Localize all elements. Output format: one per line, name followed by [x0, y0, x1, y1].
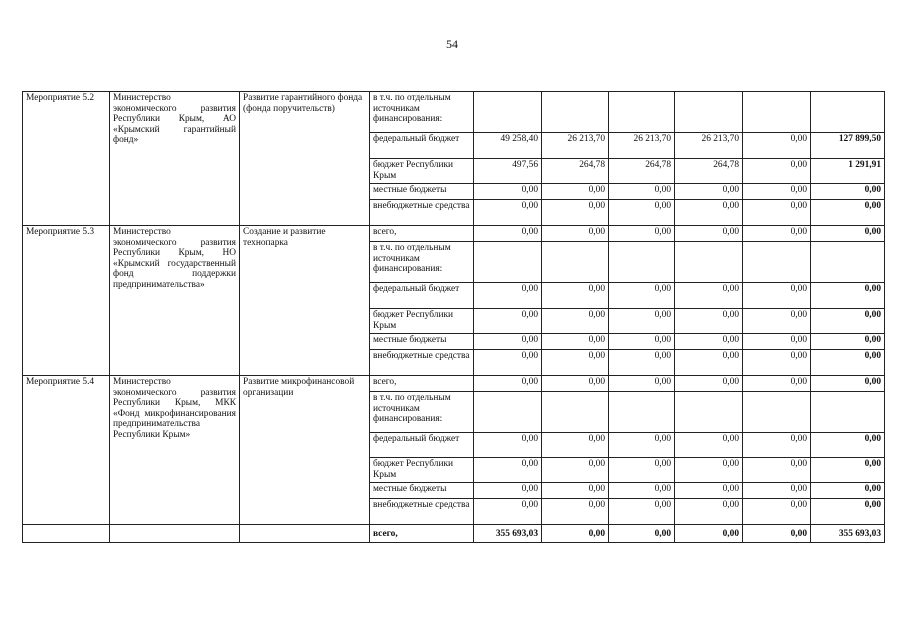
- value-cell: 26 213,70: [542, 133, 609, 159]
- value-cell: 497,56: [474, 159, 542, 184]
- value-cell: [474, 242, 542, 283]
- value-cell: 0,00: [743, 159, 811, 184]
- value-cell: 0,00: [542, 499, 609, 525]
- value-cell: 0,00: [743, 350, 811, 376]
- table-row: [23, 376, 885, 392]
- value-cell: 0,00: [542, 433, 609, 458]
- value-cell: 264,78: [542, 159, 609, 184]
- page-number: 54: [446, 37, 458, 51]
- value-cell: 0,00: [474, 483, 542, 499]
- event-cell: Мероприятие 5.2: [23, 92, 110, 226]
- value-cell: 0,00: [474, 309, 542, 334]
- value-cell: 0,00: [542, 458, 609, 483]
- value-cell: 0,00: [675, 309, 743, 334]
- value-cell: 0,00: [542, 350, 609, 376]
- total-value: 355 693,03: [474, 525, 542, 543]
- value-cell: [542, 242, 609, 283]
- value-cell: 26 213,70: [609, 133, 675, 159]
- table-row: [23, 226, 885, 242]
- value-cell: 127 899,50: [811, 133, 885, 159]
- value-cell: 0,00: [743, 283, 811, 309]
- value-cell: 0,00: [743, 226, 811, 242]
- value-cell: 264,78: [675, 159, 743, 184]
- value-cell: 0,00: [609, 458, 675, 483]
- value-cell: 264,78: [609, 159, 675, 184]
- table-row: [23, 92, 885, 133]
- value-cell: 0,00: [811, 283, 885, 309]
- value-cell: 0,00: [474, 283, 542, 309]
- value-cell: 0,00: [675, 350, 743, 376]
- total-row: [23, 525, 885, 543]
- source-cell: местные бюджеты: [370, 184, 474, 200]
- value-cell: 0,00: [811, 200, 885, 226]
- value-cell: [743, 242, 811, 283]
- value-cell: 0,00: [811, 483, 885, 499]
- value-cell: 0,00: [542, 309, 609, 334]
- activity-cell: Развитие гарантийного фонда (фонда поручительств): [240, 92, 370, 226]
- executor-cell: Министерство экономического развития Республики Крым, НО «Крымский государственный фонд поддержки предпринимательства»: [110, 226, 240, 376]
- value-cell: 0,00: [609, 433, 675, 458]
- value-cell: [675, 242, 743, 283]
- source-cell: федеральный бюджет: [370, 133, 474, 159]
- source-cell: местные бюджеты: [370, 483, 474, 499]
- financing-table: [22, 91, 885, 543]
- value-cell: 0,00: [542, 200, 609, 226]
- value-cell: 49 258,40: [474, 133, 542, 159]
- empty-cell: [240, 525, 370, 543]
- source-cell: бюджет Республики Крым: [370, 458, 474, 483]
- value-cell: [609, 392, 675, 433]
- value-cell: 0,00: [675, 283, 743, 309]
- source-cell: федеральный бюджет: [370, 283, 474, 309]
- value-cell: 0,00: [811, 376, 885, 392]
- value-cell: [743, 92, 811, 133]
- value-cell: 0,00: [811, 334, 885, 350]
- value-cell: 0,00: [675, 483, 743, 499]
- value-cell: 0,00: [743, 133, 811, 159]
- value-cell: 0,00: [743, 309, 811, 334]
- empty-cell: [23, 525, 110, 543]
- value-cell: 0,00: [609, 283, 675, 309]
- value-cell: 0,00: [542, 184, 609, 200]
- value-cell: 0,00: [743, 433, 811, 458]
- executor-cell: Министерство экономического развития Республики Крым, МКК «Фонд микрофинансирования предпринимательства Республики Крым»: [110, 376, 240, 525]
- source-cell: в т.ч. по отдельным источникам финансирования:: [370, 242, 474, 283]
- value-cell: 0,00: [609, 184, 675, 200]
- value-cell: 0,00: [474, 334, 542, 350]
- value-cell: 0,00: [609, 350, 675, 376]
- source-cell: бюджет Республики Крым: [370, 309, 474, 334]
- value-cell: 26 213,70: [675, 133, 743, 159]
- value-cell: 0,00: [675, 376, 743, 392]
- value-cell: [542, 392, 609, 433]
- value-cell: 0,00: [743, 200, 811, 226]
- source-cell: внебюджетные средства: [370, 350, 474, 376]
- source-cell: внебюджетные средства: [370, 499, 474, 525]
- total-value: 0,00: [609, 525, 675, 543]
- value-cell: [542, 92, 609, 133]
- value-cell: [743, 392, 811, 433]
- source-cell: в т.ч. по отдельным источникам финансирования:: [370, 392, 474, 433]
- total-label: всего,: [370, 525, 474, 543]
- executor-cell: Министерство экономического развития Республики Крым, АО «Крымский гарантийный фонд»: [110, 92, 240, 226]
- event-cell: Мероприятие 5.3: [23, 226, 110, 376]
- value-cell: 0,00: [675, 433, 743, 458]
- value-cell: 0,00: [811, 184, 885, 200]
- source-cell: всего,: [370, 376, 474, 392]
- value-cell: 0,00: [474, 458, 542, 483]
- value-cell: 0,00: [542, 483, 609, 499]
- source-cell: местные бюджеты: [370, 334, 474, 350]
- value-cell: 0,00: [811, 458, 885, 483]
- value-cell: [675, 92, 743, 133]
- value-cell: 0,00: [811, 226, 885, 242]
- value-cell: [474, 92, 542, 133]
- value-cell: 0,00: [474, 350, 542, 376]
- value-cell: 0,00: [743, 483, 811, 499]
- value-cell: [609, 92, 675, 133]
- source-cell: внебюджетные средства: [370, 200, 474, 226]
- value-cell: 0,00: [542, 376, 609, 392]
- value-cell: 0,00: [811, 350, 885, 376]
- value-cell: 0,00: [675, 226, 743, 242]
- source-cell: в т.ч. по отдельным источникам финансирования:: [370, 92, 474, 133]
- total-value: 0,00: [542, 525, 609, 543]
- value-cell: 0,00: [474, 200, 542, 226]
- activity-cell: Создание и развитие технопарка: [240, 226, 370, 376]
- value-cell: 0,00: [609, 200, 675, 226]
- source-cell: федеральный бюджет: [370, 433, 474, 458]
- value-cell: 0,00: [675, 184, 743, 200]
- total-value: 0,00: [675, 525, 743, 543]
- value-cell: 0,00: [743, 376, 811, 392]
- source-cell: всего,: [370, 226, 474, 242]
- value-cell: 1 291,91: [811, 159, 885, 184]
- value-cell: 0,00: [743, 499, 811, 525]
- value-cell: 0,00: [743, 184, 811, 200]
- value-cell: 0,00: [675, 200, 743, 226]
- value-cell: 0,00: [609, 376, 675, 392]
- value-cell: 0,00: [675, 334, 743, 350]
- value-cell: 0,00: [811, 309, 885, 334]
- empty-cell: [110, 525, 240, 543]
- value-cell: 0,00: [675, 458, 743, 483]
- value-cell: 0,00: [609, 483, 675, 499]
- value-cell: 0,00: [743, 334, 811, 350]
- activity-cell: Развитие микрофинансовой организации: [240, 376, 370, 525]
- value-cell: [811, 242, 885, 283]
- value-cell: 0,00: [609, 309, 675, 334]
- value-cell: 0,00: [542, 283, 609, 309]
- value-cell: 0,00: [811, 433, 885, 458]
- value-cell: [811, 92, 885, 133]
- value-cell: [675, 392, 743, 433]
- value-cell: [474, 392, 542, 433]
- value-cell: 0,00: [474, 376, 542, 392]
- source-cell: бюджет Республики Крым: [370, 159, 474, 184]
- value-cell: 0,00: [609, 226, 675, 242]
- value-cell: [609, 242, 675, 283]
- value-cell: 0,00: [474, 499, 542, 525]
- total-value: 355 693,03: [811, 525, 885, 543]
- value-cell: 0,00: [474, 226, 542, 242]
- value-cell: 0,00: [609, 499, 675, 525]
- total-value: 0,00: [743, 525, 811, 543]
- value-cell: 0,00: [542, 226, 609, 242]
- value-cell: 0,00: [474, 184, 542, 200]
- value-cell: 0,00: [474, 433, 542, 458]
- value-cell: [811, 392, 885, 433]
- event-cell: Мероприятие 5.4: [23, 376, 110, 525]
- value-cell: 0,00: [675, 499, 743, 525]
- value-cell: 0,00: [811, 499, 885, 525]
- value-cell: 0,00: [609, 334, 675, 350]
- value-cell: 0,00: [743, 458, 811, 483]
- value-cell: 0,00: [542, 334, 609, 350]
